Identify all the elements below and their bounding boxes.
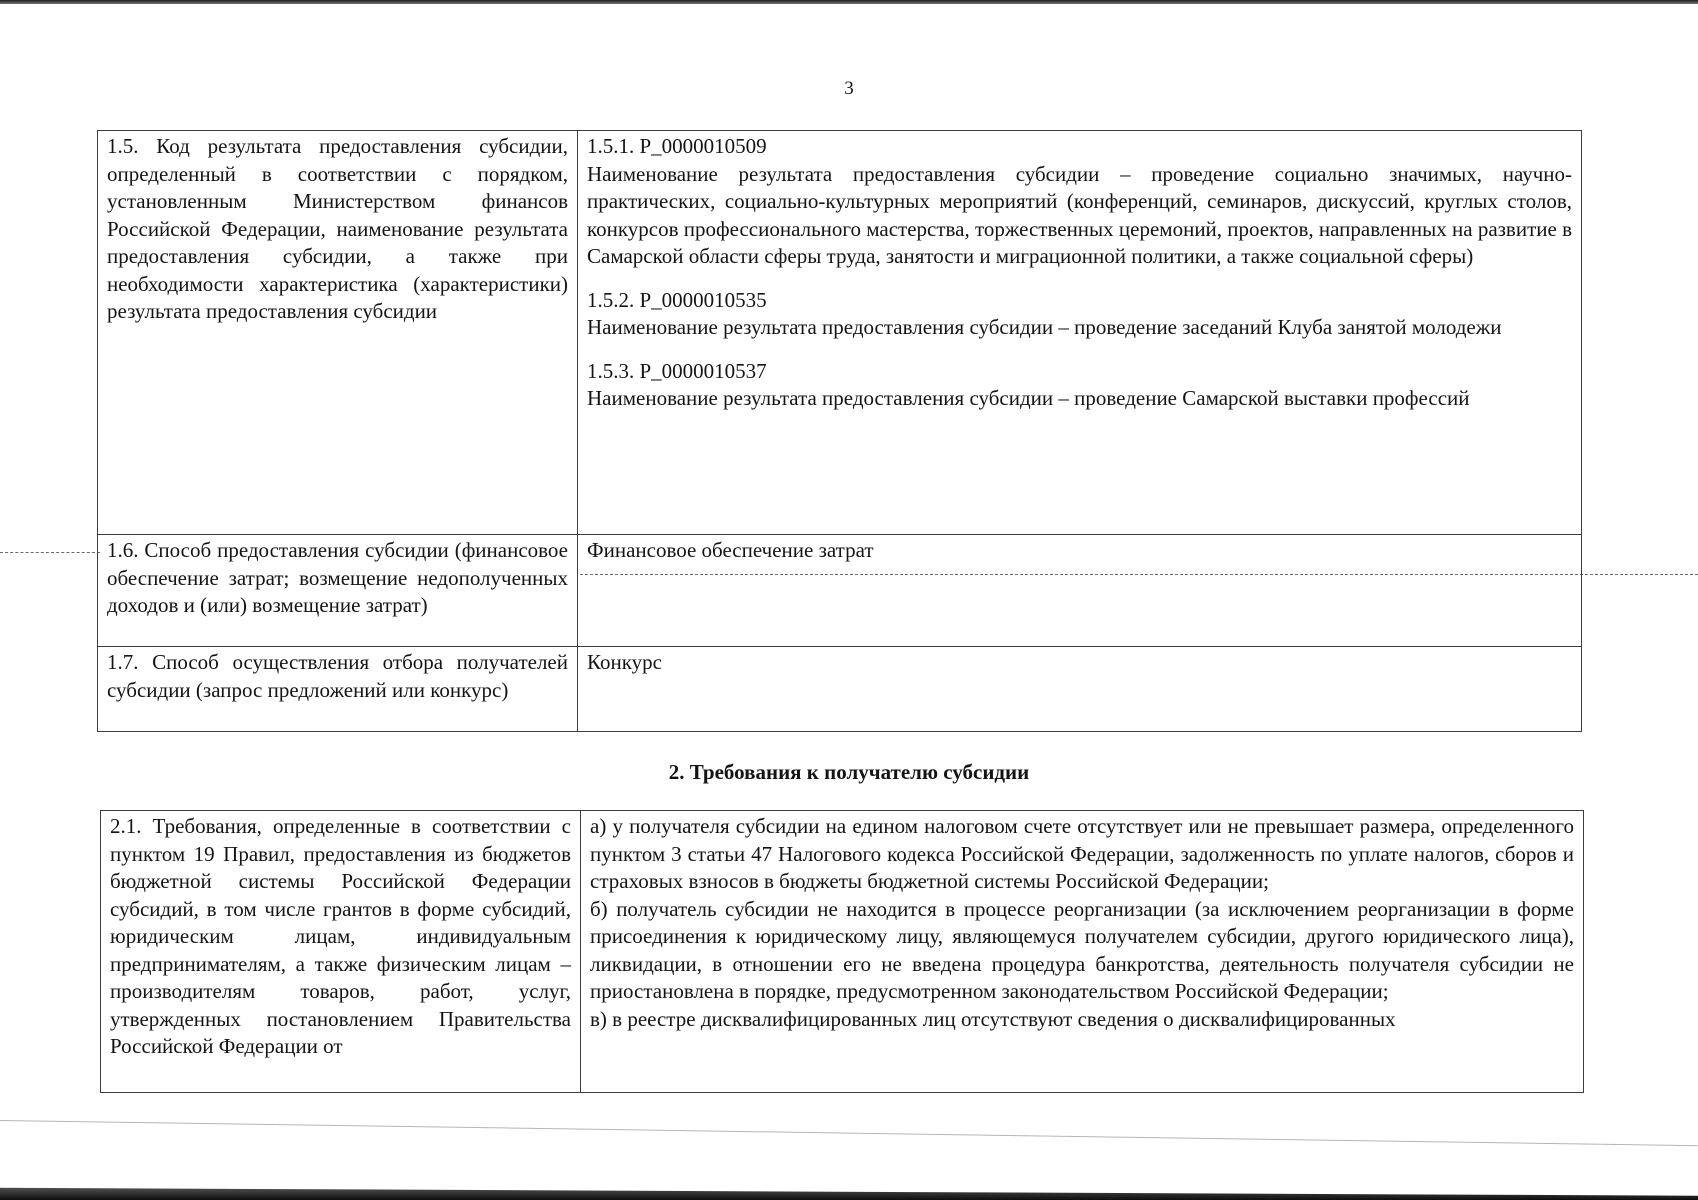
result-name: Наименование результата предоставления субсидии – проведение Самарской выставки профессий [587, 386, 1470, 410]
row-value-1-5 [578, 131, 1582, 535]
row-value-1-6: Финансовое обеспечение затрат [578, 535, 1582, 647]
scan-edge-bottom [0, 1183, 1698, 1200]
row-value-1-7: Конкурс [578, 647, 1582, 732]
scan-artifact-line [0, 1120, 1698, 1146]
subsidy-parameters-table [97, 130, 1582, 732]
result-code: 1.5.2. P_0000010535 [587, 287, 767, 312]
result-item [587, 133, 1572, 271]
result-name: Наименование результата предоставления субсидии – проведение социально значимых, научно-практических, социально-культурных мероприятий (конференций, семинаров, дискуссий, круглых столов, конкурсов профессионального мастерства, торжественных церемоний, проектов, направленных на развитие в Самарской области сферы труда, занятости и миграционной политики, а также социальной сферы) [587, 161, 1572, 268]
result-item [587, 358, 1572, 413]
table-row [98, 647, 1582, 732]
page-number: 3 [844, 78, 854, 99]
scan-artifact-line [0, 552, 100, 553]
requirement-paragraph: б) получатель субсидии не находится в процессе реорганизации (за исключением реорганизации в форме присоединения к юридическому лицу, являющемуся получателем субсидии, другого юридического лица), ликвидации, в отношении его не введена процедура банкротства, деятельность получателя субсидии не приостановлена в порядке, предусмотренном законодательством Российской Федерации; [590, 896, 1574, 1003]
table-row [98, 535, 1582, 647]
result-code: 1.5.1. P_0000010509 [587, 134, 767, 158]
result-name: Наименование результата предоставления субсидии – проведение заседаний Клуба занятой молодежи [587, 315, 1502, 339]
section-heading: 2. Требования к получателю субсидии [668, 760, 1030, 784]
table-row [101, 811, 1584, 1093]
recipient-requirements-table [100, 810, 1584, 1093]
row-label-1-5: 1.5. Код результата предоставления субсидии, определенный в соответствии с порядком, установленным Министерством финансов Российской Федерации, наименование результата предоставления субсидии, а также при необходимости характеристика (характеристики) результата предоставления субсидии [98, 131, 578, 535]
requirement-paragraph: в) в реестре дисквалифицированных лиц отсутствуют сведения о дисквалифицированных [590, 1006, 1396, 1031]
table-row [98, 131, 1582, 535]
result-item [587, 287, 1572, 342]
row-label-2-1: 2.1. Требования, определенные в соответствии с пунктом 19 Правил, предоставления из бюджетов бюджетной системы Российской Федерации субсидий, в том числе грантов в форме субсидий, юридическим лицам, индивидуальным предпринимателям, а также физическим лицам – производителям товаров, работ, услуг, утвержденных постановлением Правительства Российской Федерации от [101, 811, 581, 1093]
requirement-paragraph: а) у получателя субсидии на едином налоговом счете отсутствует или не превышает размера, определенного пунктом 3 статьи 47 Налогового кодекса Российской Федерации, задолженность по уплате налогов, сборов и страховых взносов в бюджеты бюджетной системы Российской Федерации; [590, 814, 1574, 893]
row-label-1-6: 1.6. Способ предоставления субсидии (финансовое обеспечение затрат; возмещение недополученных доходов и (или) возмещение затрат) [98, 535, 578, 647]
row-value-2-1 [581, 811, 1584, 1093]
scan-edge-top [0, 0, 1698, 4]
row-label-1-7: 1.7. Способ осуществления отбора получателей субсидии (запрос предложений или конкурс) [98, 647, 578, 732]
result-code: 1.5.3. P_0000010537 [587, 358, 767, 383]
